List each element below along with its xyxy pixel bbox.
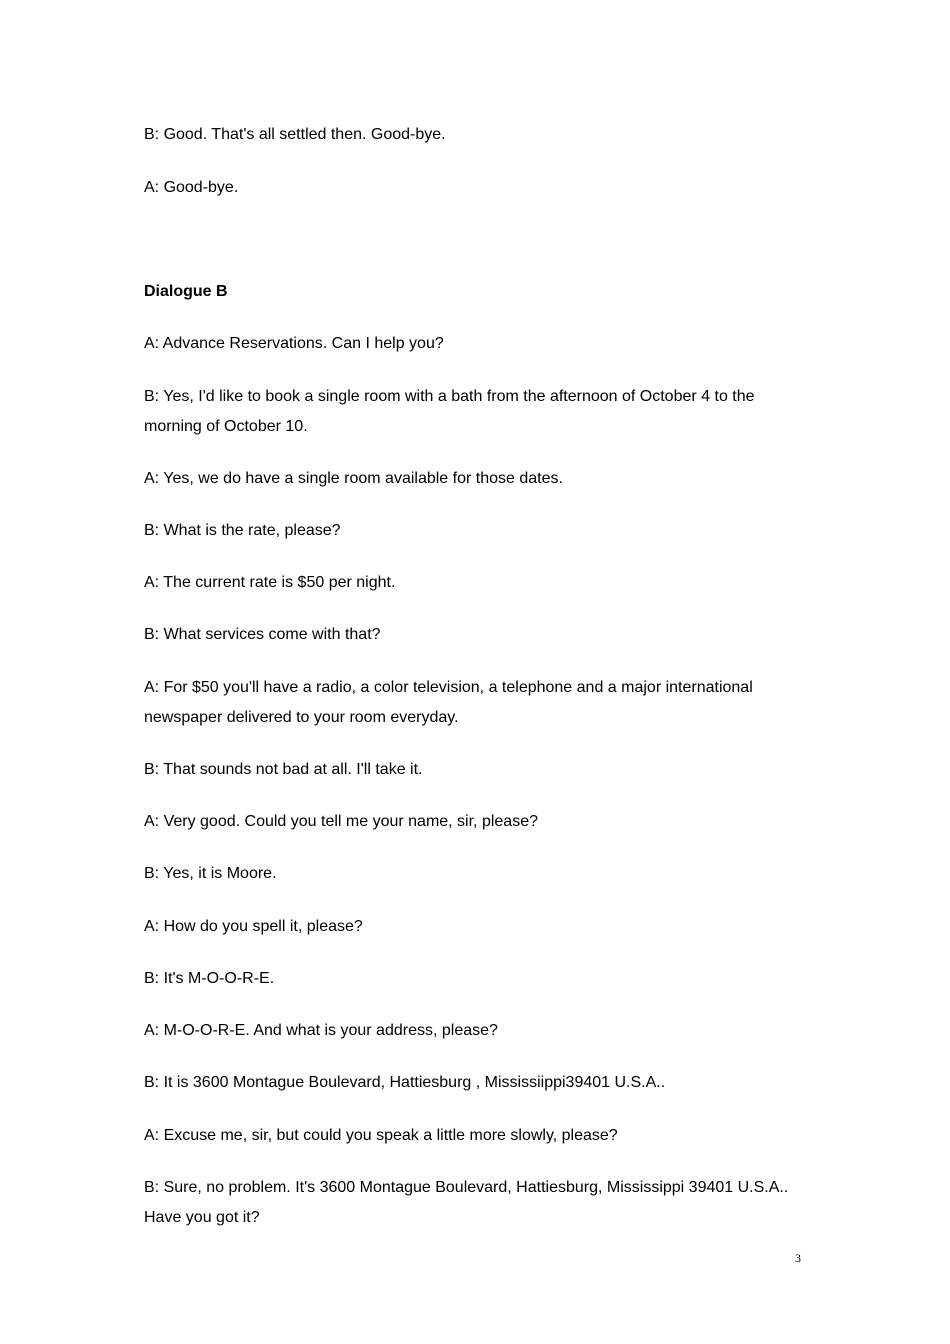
dialogue-line: B: What is the rate, please?	[144, 522, 341, 539]
section-heading: Dialogue B	[144, 283, 228, 300]
dialogue-line: A: Good-bye.	[144, 179, 239, 196]
dialogue-line: B: It's M-O-O-R-E.	[144, 970, 275, 987]
dialogue-line: A: Yes, we do have a single room available for those dates.	[144, 470, 563, 487]
dialogue-line: B: It is 3600 Montague Boulevard, Hattiesburg , Mississiippi39401 U.S.A..	[144, 1074, 666, 1091]
dialogue-line: A: For $50 you'll have a radio, a color television, a telephone and a major international newspaper delivered to your room everyday.	[144, 679, 753, 726]
dialogue-line: A: The current rate is $50 per night.	[144, 574, 396, 591]
dialogue-line: B: Yes, it is Moore.	[144, 865, 277, 882]
dialogue-line: B: What services come with that?	[144, 626, 381, 643]
dialogue-line: A: M-O-O-R-E. And what is your address, please?	[144, 1022, 498, 1039]
dialogue-line: B: Sure, no problem. It's 3600 Montague Boulevard, Hattiesburg, Mississippi 39401 U.S.A.. Have you got it?	[144, 1179, 789, 1226]
dialogue-line: B: Yes, I'd like to book a single room with a bath from the afternoon of October 4 to the morning of October 10.	[144, 388, 755, 435]
dialogue-line: A: Very good. Could you tell me your name, sir, please?	[144, 813, 538, 830]
page-number: 3	[795, 1251, 801, 1265]
dialogue-line: A: How do you spell it, please?	[144, 918, 363, 935]
dialogue-line: B: Good. That's all settled then. Good-bye.	[144, 126, 446, 143]
dialogue-line: A: Excuse me, sir, but could you speak a little more slowly, please?	[144, 1127, 618, 1144]
dialogue-line: B: That sounds not bad at all. I'll take it.	[144, 761, 423, 778]
dialogue-line: A: Advance Reservations. Can I help you?	[144, 335, 444, 352]
